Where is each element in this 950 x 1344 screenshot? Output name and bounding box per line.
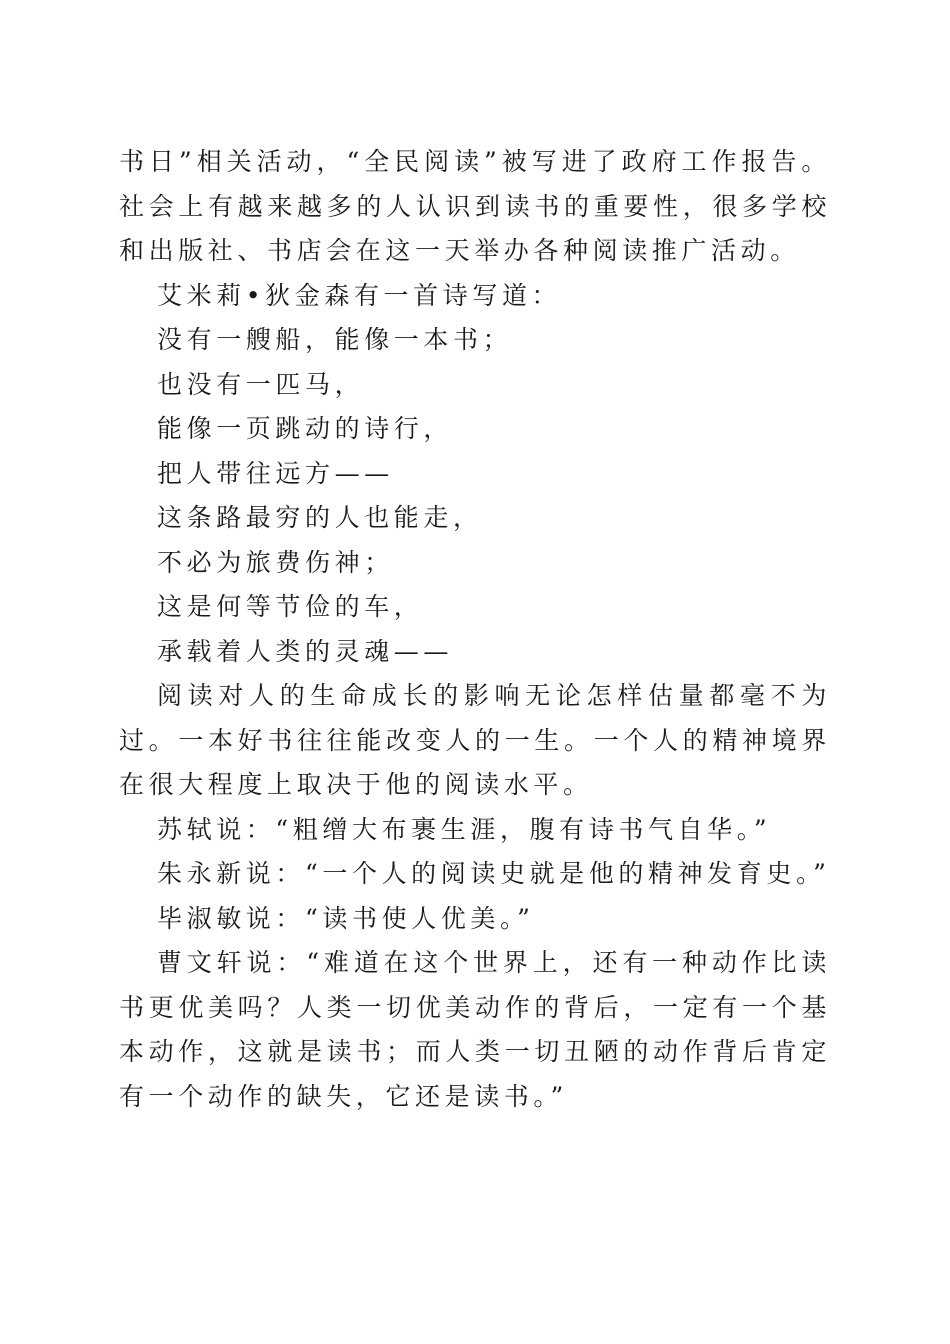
paragraph-poem-intro: 艾米莉•狄金森有一首诗写道： [157, 280, 562, 310]
quote-bi-shumin: 毕淑敏说：“读书使人优美。” [157, 903, 535, 933]
poem-line: 能像一页跳动的诗行， [157, 414, 454, 443]
poem-line: 没有一艘船，能像一本书； [157, 325, 513, 354]
poem-line: 不必为旅费伤神； [157, 547, 394, 577]
paragraph-intro-continued: 书日”相关活动，“全民阅读”被写进了政府工作报告。社会上有越来越多的人认识到读书的重要性，很多学校和出版社、书店会在这一天举办各种阅读推广活动。 [119, 147, 831, 265]
quote-su-shi: 苏轼说：“粗缯大布裹生涯，腹有诗书气自华。” [157, 814, 772, 844]
poem-line: 这是何等节俭的车， [157, 592, 424, 621]
quote-zhu-yongxin: 朱永新说：“一个人的阅读史就是他的精神发育史。” [157, 859, 831, 888]
poem-line: 承载着人类的灵魂—— [157, 636, 454, 666]
paragraph-reading-impact: 阅读对人的生命成长的影响无论怎样估量都毫不为过。一本好书往往能改变人的一生。一个人的精神境界在很大程度上取决于他的阅读水平。 [119, 681, 831, 799]
poem-line: 把人带往远方—— [157, 458, 394, 488]
quote-cao-wenxuan: 曹文轩说：“难道在这个世界上，还有一种动作比读书更优美吗？人类一切优美动作的背后，一定有一个基本动作，这就是读书；而人类一切丑陋的动作背后肯定有一个动作的缺失，它还是读书。” [119, 948, 831, 1111]
poem-line: 这条路最穷的人也能走， [157, 503, 483, 532]
poem-line: 也没有一匹马， [157, 369, 365, 399]
document-body [119, 140, 831, 1119]
